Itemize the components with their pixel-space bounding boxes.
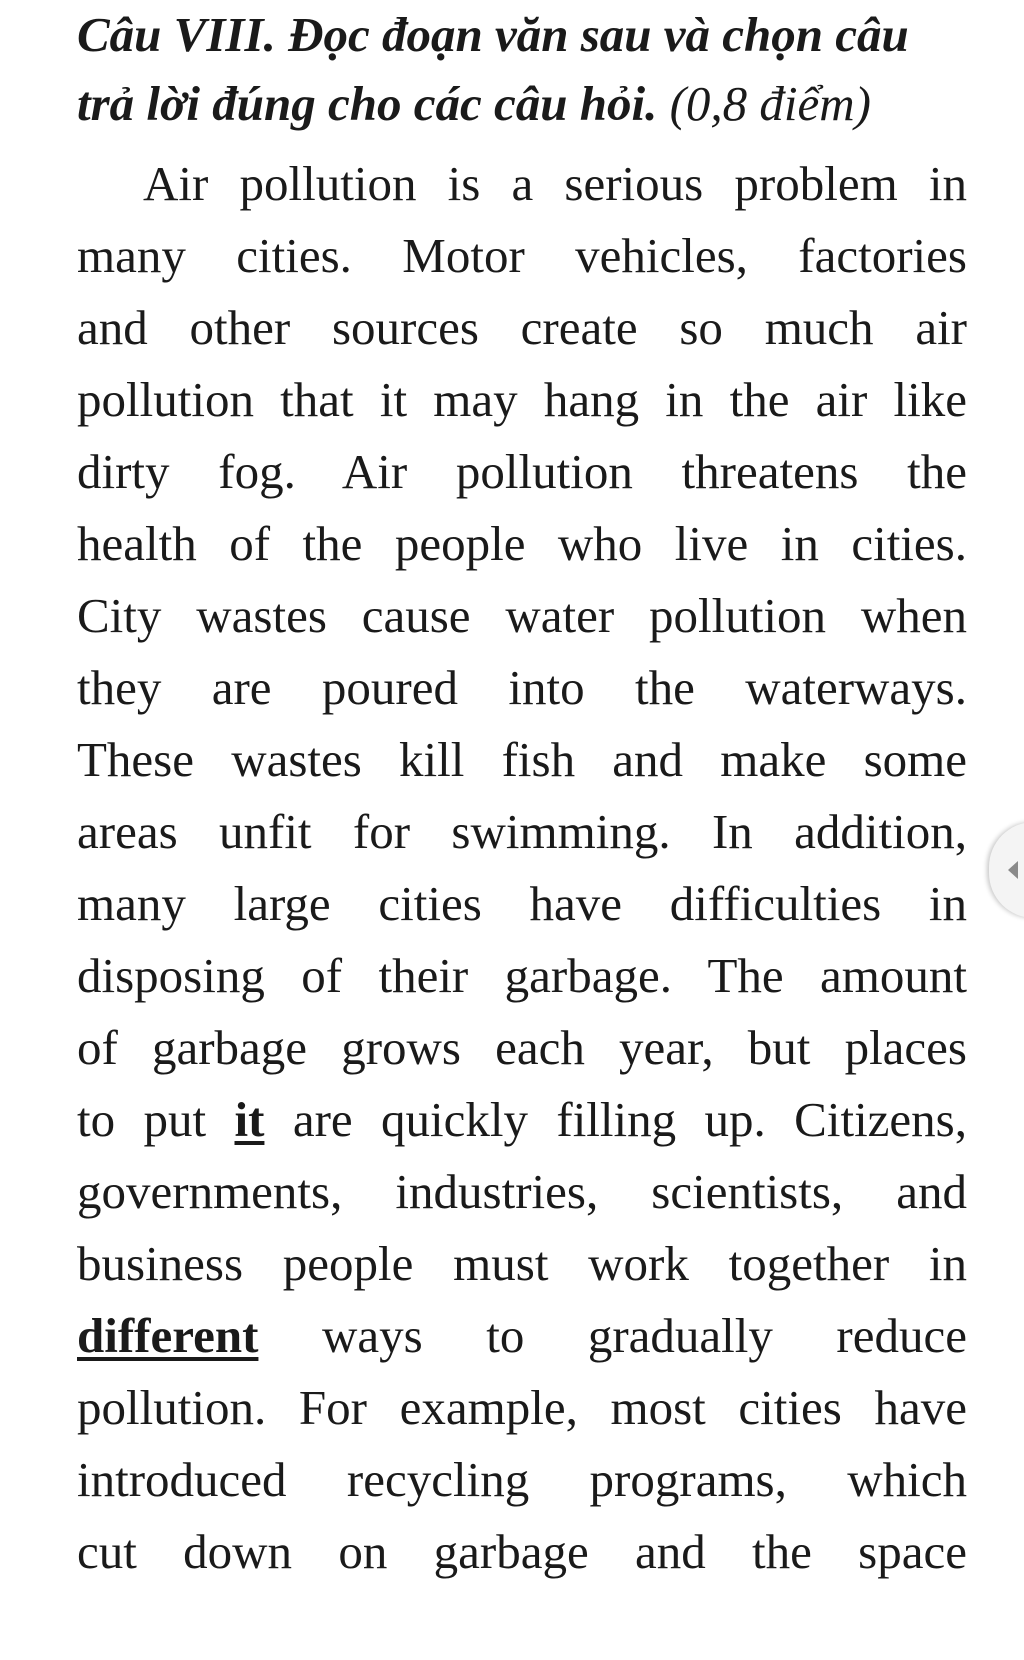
question-points: (0,8 điểm) — [669, 76, 871, 131]
passage-line: pollution that it may hang in the air like — [77, 372, 967, 427]
question-title: Câu VIII. Đọc đoạn văn sau và chọn câu trả lời đúng cho các câu hỏi. — [77, 7, 909, 131]
passage-line — [77, 1300, 967, 1372]
underlined-word-it: it — [234, 1092, 265, 1147]
passage-line: Air pollution is a serious problem in — [143, 156, 967, 211]
passage-line — [77, 1084, 967, 1156]
passage-text: ways to gradually reduce — [258, 1308, 967, 1363]
reading-passage — [77, 138, 967, 1588]
passage-text: are quickly filling up. Citizens, — [264, 1092, 967, 1147]
question-heading — [77, 0, 967, 138]
passage-line: pollution. For example, most cities have — [77, 1380, 967, 1435]
passage-line: they are poured into the waterways. — [77, 660, 967, 715]
passage-line: many large cities have difficulties in — [77, 876, 967, 931]
underlined-word-different: different — [77, 1308, 259, 1363]
side-scroll-handle[interactable] — [989, 822, 1024, 918]
passage-line: These wastes kill fish and make some — [77, 732, 967, 787]
passage-line: introduced recycling programs, which — [77, 1452, 967, 1507]
passage-line: dirty fog. Air pollution threatens the — [77, 444, 967, 499]
passage-line: health of the people who live in cities. — [77, 516, 967, 571]
passage-line: disposing of their garbage. The amount — [77, 948, 967, 1003]
passage-line: City wastes cause water pollution when — [77, 588, 967, 643]
chevron-left-icon — [1006, 860, 1020, 880]
passage-line: many cities. Motor vehicles, factories — [77, 228, 967, 283]
passage-line: areas unfit for swimming. In addition, — [77, 804, 967, 859]
passage-text: to put — [77, 1092, 235, 1147]
document-page — [77, 0, 967, 1588]
passage-line: governments, industries, scientists, and — [77, 1164, 967, 1219]
passage-line: and other sources create so much air — [77, 300, 967, 355]
passage-line: cut down on garbage and the space — [77, 1524, 967, 1579]
passage-line: business people must work together in — [77, 1236, 967, 1291]
passage-line: of garbage grows each year, but places — [77, 1020, 967, 1075]
